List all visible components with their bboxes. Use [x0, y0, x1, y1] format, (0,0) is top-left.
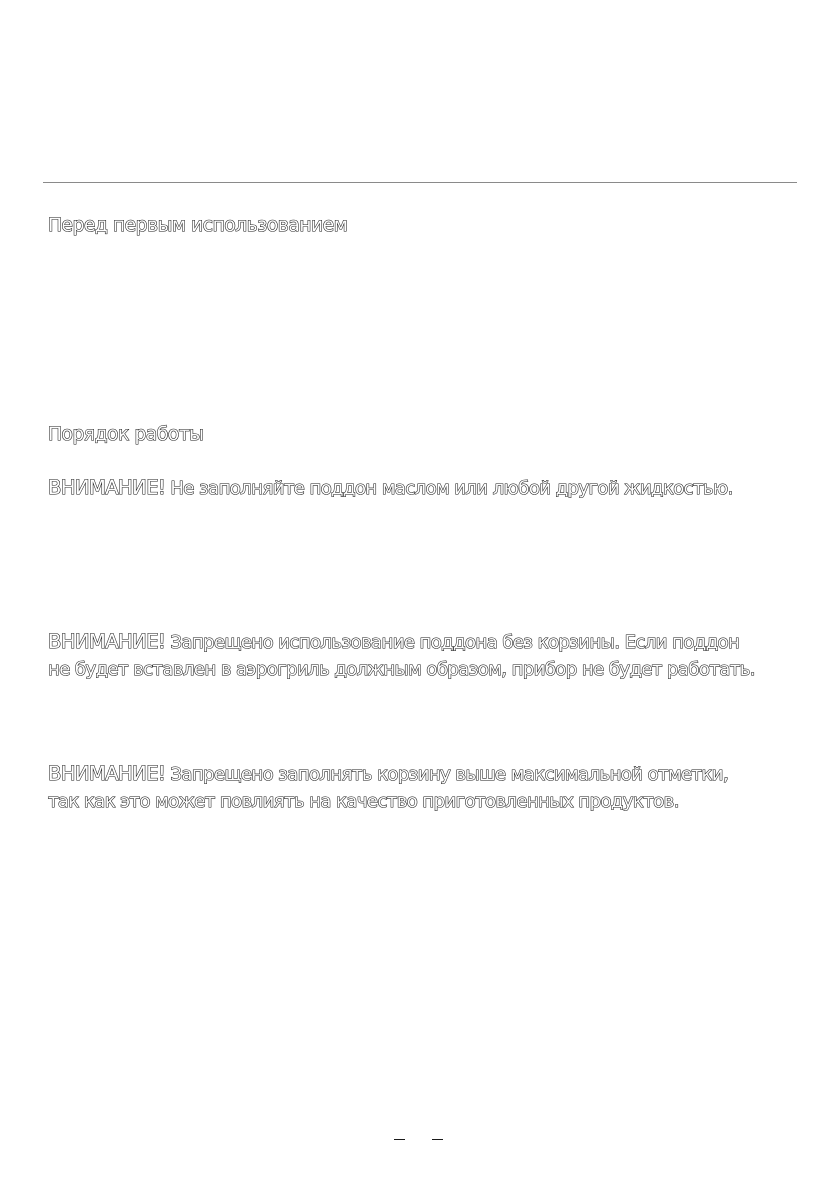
warning-label: ВНИМАНИЕ!: [48, 630, 166, 653]
section-heading-before-first-use: Перед первым использованием: [48, 215, 348, 236]
warning-max-fill: [48, 760, 728, 815]
warning-text: Не заполняйте поддон маслом или любой другой жидкостью.: [170, 478, 733, 499]
page-number-dash-left: [394, 1139, 405, 1140]
warning-oil: [48, 474, 733, 502]
header-divider: [43, 182, 797, 183]
section-heading-operation: Порядок работы: [48, 424, 204, 445]
page-number-dash-right: [432, 1139, 443, 1140]
warning-line: так как это может повлиять на качество приготовленных продуктов.: [48, 791, 679, 812]
warning-text: Запрещено заполнять корзину выше максимальной отметки,: [170, 764, 729, 785]
warning-label: ВНИМАНИЕ!: [48, 476, 166, 499]
warning-line: [48, 760, 728, 788]
page-number-footer: [394, 1129, 446, 1143]
warning-text: Запрещено использование поддона без корзины. Если поддон: [170, 632, 740, 653]
warning-line: [48, 628, 755, 656]
warning-label: ВНИМАНИЕ!: [48, 762, 166, 785]
warning-basket: [48, 628, 755, 683]
warning-line: не будет вставлен в аэрогриль должным образом, прибор не будет работать.: [48, 659, 755, 680]
warning-line: [48, 474, 733, 502]
